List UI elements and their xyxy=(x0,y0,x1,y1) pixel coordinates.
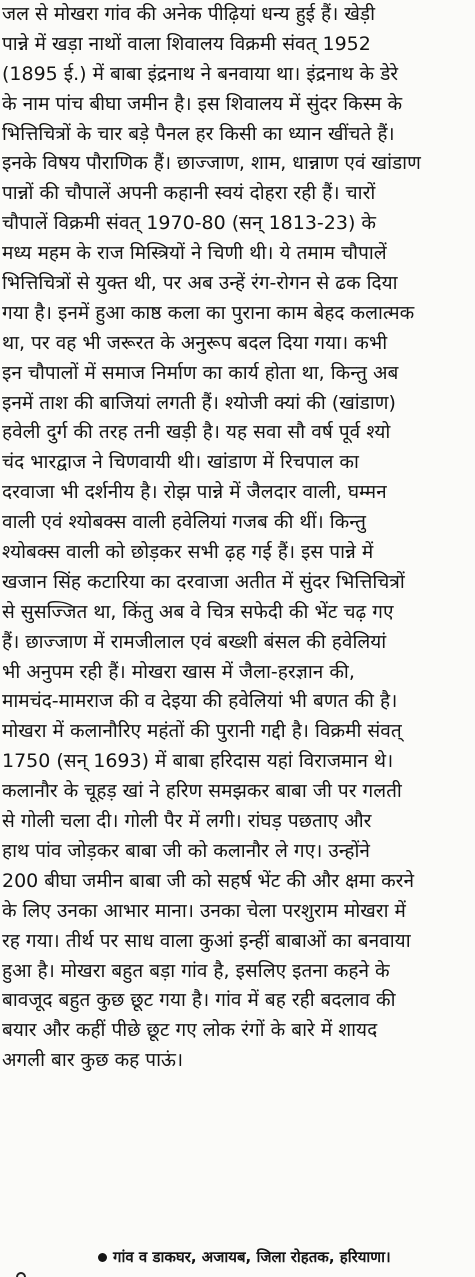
article-line: मध्य महम के राज मिस्त्रियों ने चिणी थी। ये तमाम चौपालें xyxy=(2,242,387,265)
article-line: से सुसज्जित था, किंतु अब वे चित्र सफेदी की भेंट चढ़ गए xyxy=(2,600,394,623)
article-line: श्योबक्स वाली को छोड़कर सभी ढ़ह गई हैं। इस पान्ने में xyxy=(2,541,374,564)
article-line: चौपालें विक्रमी संवत् 1970-80 (सन् 1813-23) के xyxy=(2,212,376,235)
article-line: हैं। छाज्जाण में रामजीलाल एवं बख्शी बंसल की हवेलियां xyxy=(2,630,387,653)
byline-text: गांव व डाकघर, अजायब, जिला रोहतक, हरियाणा। xyxy=(113,1248,391,1266)
article-line: के नाम पांच बीघा जमीन है। इस शिवालय में सुंदर किस्म के xyxy=(2,92,403,115)
article-line: मोखरा में कलानौरिए महंतों की पुरानी गद्दी है। विक्रमी संवत् xyxy=(2,720,402,743)
article-line: हवेली दुर्ग की तरह तनी खड़ी है। यह सवा सौ वर्ष पूर्व श्यो xyxy=(2,421,391,444)
article-line: इन चौपालों में समाज निर्माण का कार्य होता था, किन्तु अब xyxy=(2,361,399,384)
article-line: रह गया। तीर्थ पर साध वाला कुआं इन्हीं बाबाओं का बनवाया xyxy=(2,929,411,952)
article-line: बावजूद बहुत कुछ छूट गया है। गांव में बह रही बदलाव की xyxy=(2,989,396,1012)
cropped-glyph-fragment xyxy=(16,1270,28,1277)
article-line: चंद भारद्वाज ने चिणवायी थी। खांडाण में रिचपाल का xyxy=(2,451,359,474)
article-line: के लिए उनका आभार माना। उनका चेला परशुराम मोखरा में xyxy=(2,899,406,922)
article-line: इनके विषय पौराणिक हैं। छाज्जाण, शाम, धान्नाण एवं खांडाण xyxy=(2,152,421,175)
author-address-byline xyxy=(98,1247,472,1267)
article-line: कलानौर के चूहड़ खां ने हरिण समझकर बाबा जी पर गलती xyxy=(2,780,402,803)
article-line: भित्तिचित्रों के चार बड़े पैनल हर किसी का ध्यान खींचते हैं। xyxy=(2,122,395,145)
article-line: 1750 (सन् 1693) में बाबा हरिदास यहां विराजमान थे। xyxy=(2,750,394,773)
article-line: (1895 ई.) में बाबा इंद्रनाथ ने बनवाया था। इंद्रनाथ के डेरे xyxy=(2,62,399,85)
article-line: से गोली चला दी। गोली पैर में लगी। रांघड़ पछताए और xyxy=(2,810,372,833)
article-line: भित्तिचित्रों से युक्त थी, पर अब उन्हें रंग-रोगन से ढक दिया xyxy=(2,272,398,295)
article-line: जल से मोखरा गांव की अनेक पीढ़ियां धन्य हुई हैं। खेड़ी xyxy=(2,3,376,25)
article-line: 200 बीघा जमीन बाबा जी को सहर्ष भेंट की और क्षमा करने xyxy=(2,869,415,892)
article-line: खजान सिंह कटारिया का दरवाजा अतीत में सुंदर भित्तिचित्रों xyxy=(2,570,405,593)
article-line: अगली बार कुछ कह पाऊं। xyxy=(2,1049,184,1072)
article-line: दरवाजा भी दर्शनीय है। रोझ पान्ने में जैलदार वाली, घम्मन xyxy=(2,481,387,504)
article-line: पान्नों की चौपालें अपनी कहानी स्वयं दोहरा रही हैं। चारों xyxy=(2,182,376,205)
article-body xyxy=(2,0,474,1076)
article-line: भी अनुपम रही हैं। मोखरा खास में जैला-हरज्ञान की, xyxy=(2,660,355,683)
article-line: वाली एवं श्योबक्स वाली हवेलियां गजब की थीं। किन्तु xyxy=(2,511,366,534)
article-line: हुआ है। मोखरा बहुत बड़ा गांव है, इसलिए इतना कहने के xyxy=(2,959,390,982)
article-line: इनमें ताश की बाजियां लगती हैं। श्योजी क्यां की (खांडाण) xyxy=(2,391,396,414)
article-line: हाथ पांव जोड़कर बाबा जी को कलानौर ले गए। उन्होंने xyxy=(2,839,370,862)
article-line: बयार और कहीं पीछे छूट गए लोक रंगों के बारे में शायद xyxy=(2,1019,378,1042)
article-line: गया है। इनमें हुआ काष्ठ कला का पुराना काम बेहद कलात्मक xyxy=(2,301,415,324)
article-line: पान्ने में खड़ा नाथों वाला शिवालय विक्रमी संवत् 1952 xyxy=(2,32,371,55)
article-line: था, पर वह भी जरूरत के अनुरूप बदल दिया गया। कभी xyxy=(2,331,388,354)
bullet-icon xyxy=(98,1253,107,1262)
article-line: मामचंद-मामराज की व देइया की हवेलियां भी बणत की है। xyxy=(2,690,398,713)
